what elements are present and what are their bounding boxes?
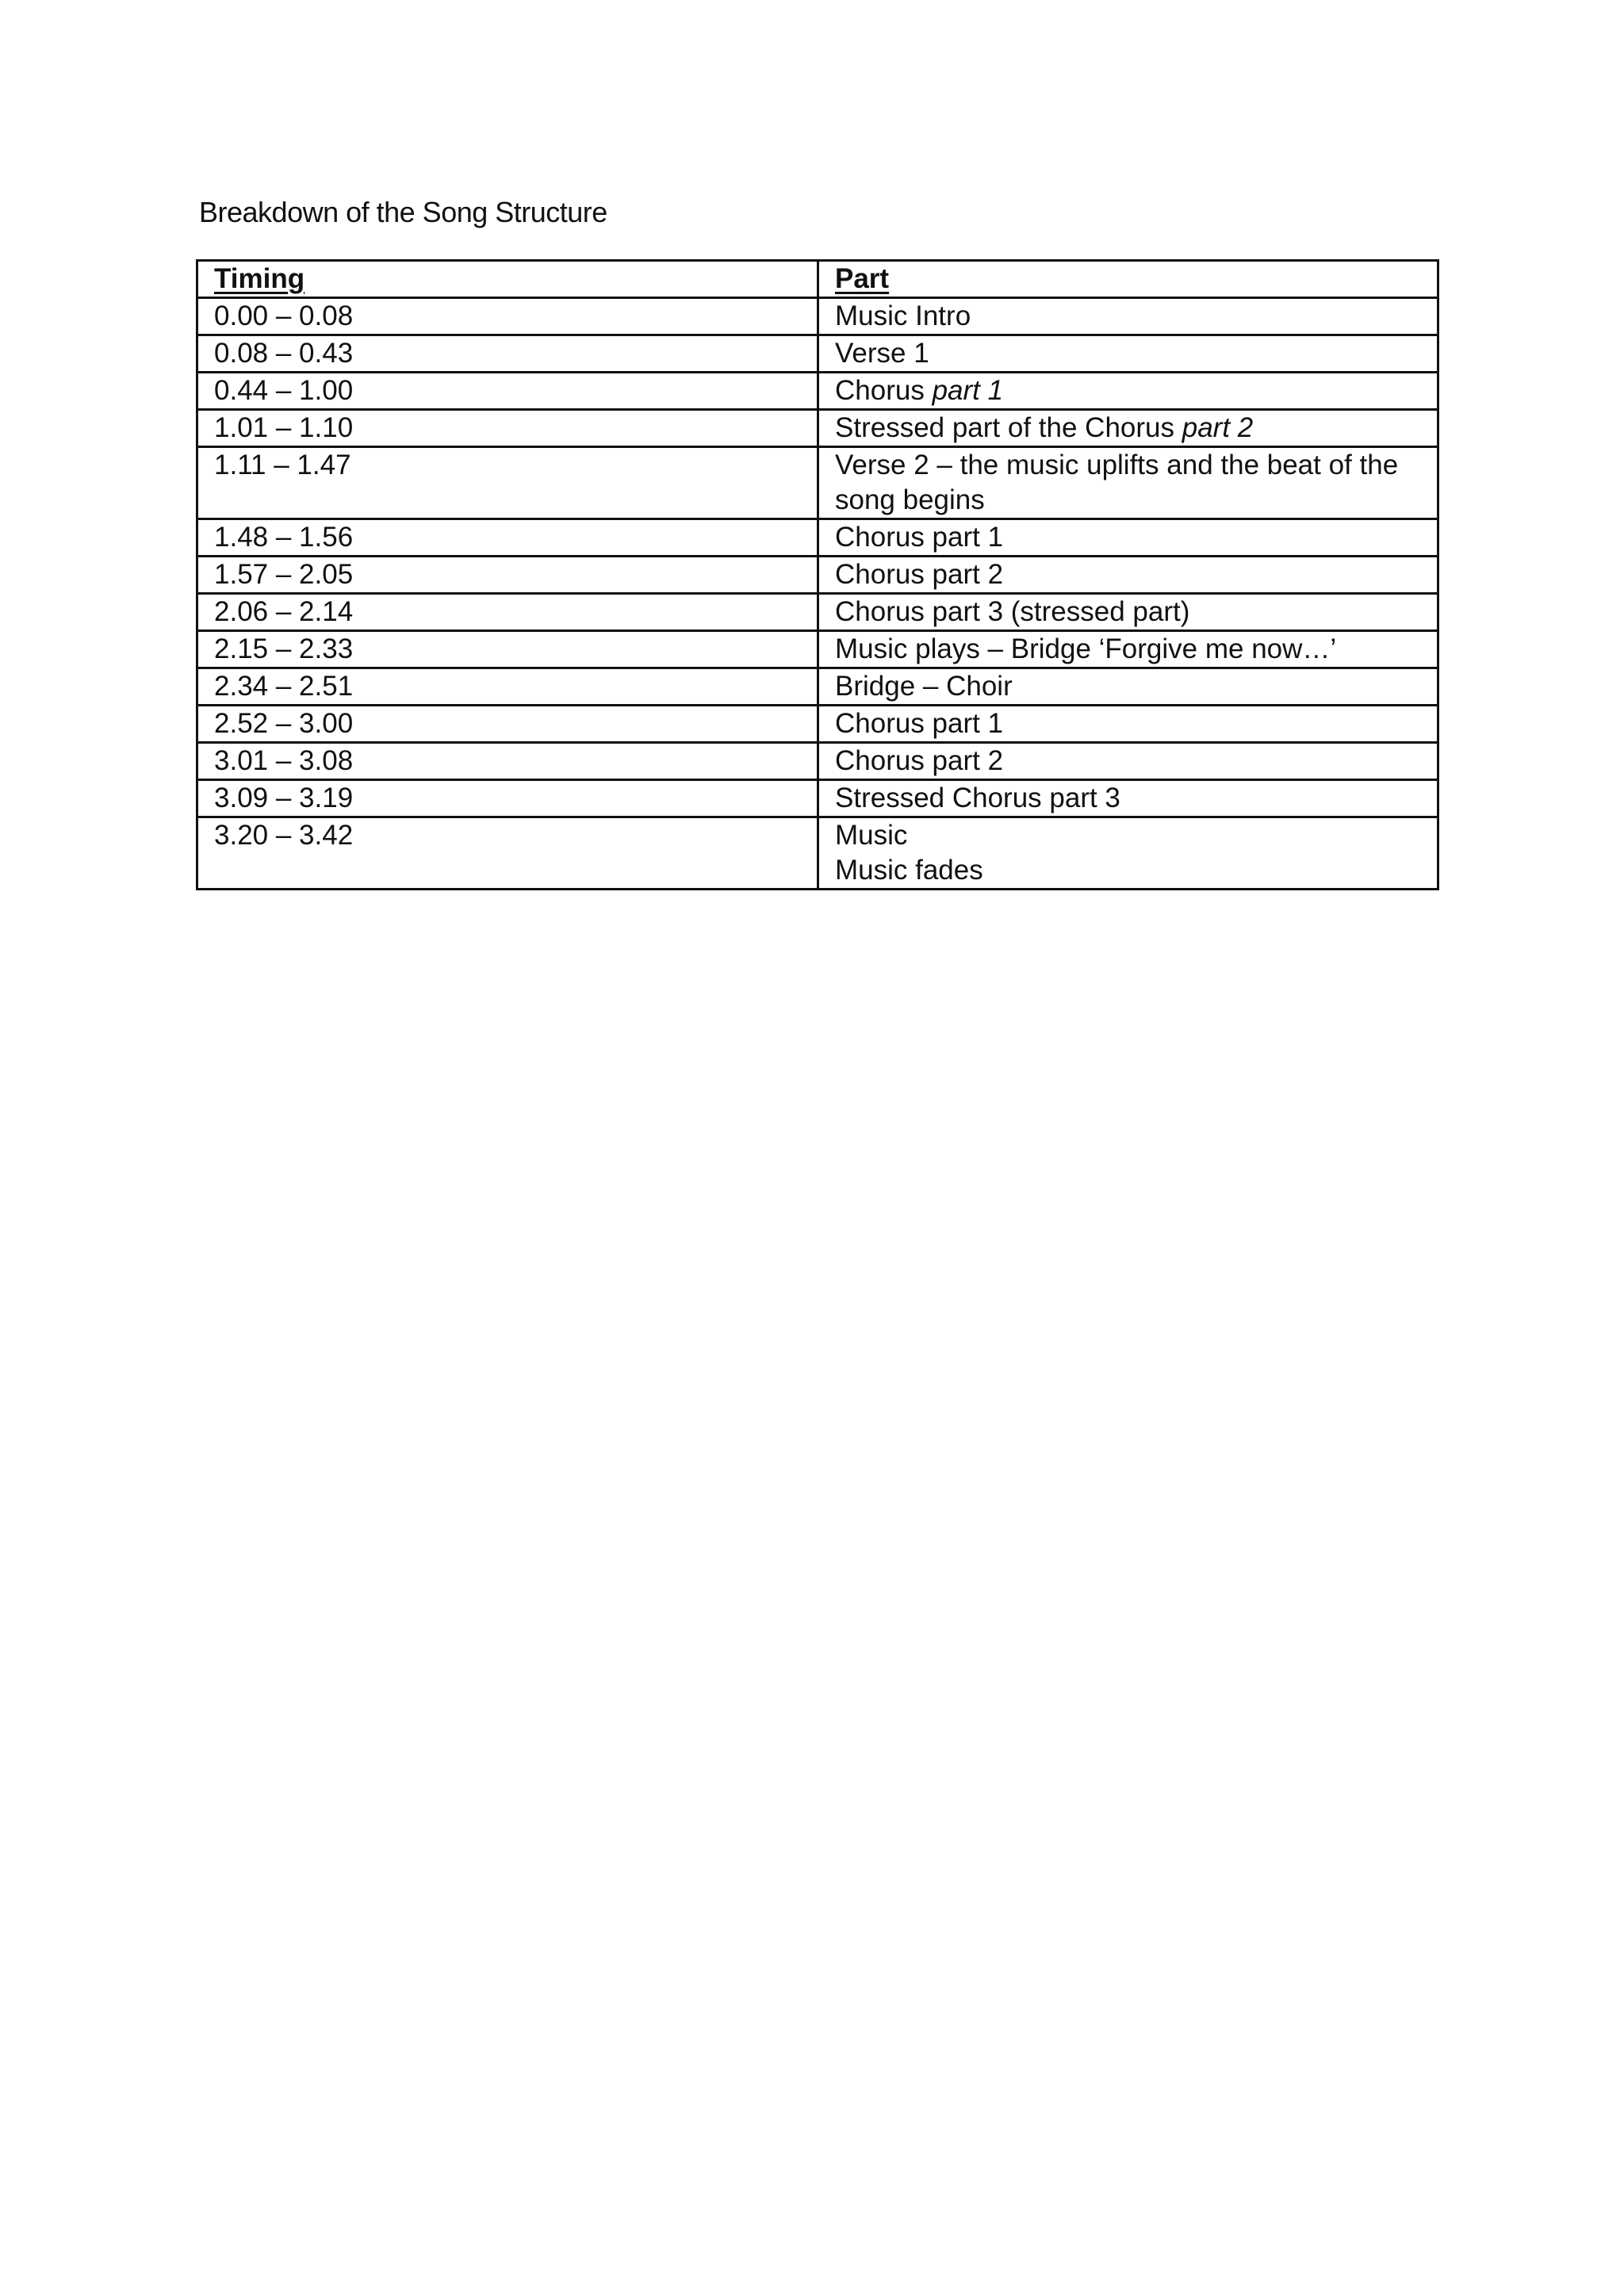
table-row bbox=[197, 298, 1438, 335]
part-cell bbox=[818, 817, 1438, 890]
table-row bbox=[197, 668, 1438, 706]
table-row bbox=[197, 519, 1438, 557]
part-cell bbox=[818, 519, 1438, 557]
timing-cell: 1.01 – 1.10 bbox=[197, 410, 818, 447]
part-cell bbox=[818, 631, 1438, 668]
part-text: Verse 2 – the music uplifts and the beat of the song begins bbox=[835, 450, 1399, 515]
part-cell bbox=[818, 668, 1438, 706]
part-text: Chorus part 1 bbox=[835, 708, 1004, 739]
part-cell bbox=[818, 706, 1438, 743]
part-text: Chorus part 3 (stressed part) bbox=[835, 596, 1190, 627]
part-cell bbox=[818, 298, 1438, 335]
part-text: Music Intro bbox=[835, 300, 971, 331]
part-text: Chorus bbox=[835, 375, 933, 406]
part-cell bbox=[818, 743, 1438, 780]
part-text: Stressed Chorus part 3 bbox=[835, 783, 1120, 813]
timing-cell: 0.44 – 1.00 bbox=[197, 373, 818, 410]
part-text: Chorus part 2 bbox=[835, 745, 1004, 776]
part-cell bbox=[818, 594, 1438, 631]
part-cell bbox=[818, 557, 1438, 594]
part-cell bbox=[818, 410, 1438, 447]
part-text: Verse 1 bbox=[835, 338, 929, 369]
table-row bbox=[197, 594, 1438, 631]
table-body bbox=[197, 298, 1438, 890]
part-text: Chorus part 1 bbox=[835, 522, 1004, 553]
timing-cell: 3.09 – 3.19 bbox=[197, 780, 818, 817]
timing-cell: 3.01 – 3.08 bbox=[197, 743, 818, 780]
timing-cell: 0.08 – 0.43 bbox=[197, 335, 818, 373]
timing-cell: 2.06 – 2.14 bbox=[197, 594, 818, 631]
table-row bbox=[197, 410, 1438, 447]
table-row bbox=[197, 447, 1438, 519]
timing-cell: 1.11 – 1.47 bbox=[197, 447, 818, 519]
page-title: Breakdown of the Song Structure bbox=[199, 196, 607, 228]
table-row bbox=[197, 335, 1438, 373]
part-text: Music Music fades bbox=[835, 820, 983, 886]
timing-cell: 1.48 – 1.56 bbox=[197, 519, 818, 557]
part-text: Bridge – Choir bbox=[835, 671, 1013, 702]
table-row bbox=[197, 743, 1438, 780]
part-text: Chorus part 2 bbox=[835, 559, 1004, 590]
table-row bbox=[197, 631, 1438, 668]
timing-cell: 2.34 – 2.51 bbox=[197, 668, 818, 706]
part-column-header: Part bbox=[818, 261, 1438, 298]
part-italic-text: part 2 bbox=[1182, 412, 1254, 443]
timing-cell: 2.52 – 3.00 bbox=[197, 706, 818, 743]
timing-cell: 2.15 – 2.33 bbox=[197, 631, 818, 668]
table-row bbox=[197, 557, 1438, 594]
timing-cell: 3.20 – 3.42 bbox=[197, 817, 818, 890]
part-cell bbox=[818, 335, 1438, 373]
part-italic-text: part 1 bbox=[932, 375, 1004, 406]
table-header-row bbox=[197, 261, 1438, 298]
table-row bbox=[197, 817, 1438, 890]
part-cell bbox=[818, 373, 1438, 410]
timing-cell: 0.00 – 0.08 bbox=[197, 298, 818, 335]
part-text: Stressed part of the Chorus bbox=[835, 412, 1182, 443]
part-cell bbox=[818, 780, 1438, 817]
table-row bbox=[197, 706, 1438, 743]
table-row bbox=[197, 780, 1438, 817]
part-text: Music plays – Bridge ‘Forgive me now…’ bbox=[835, 633, 1337, 664]
timing-cell: 1.57 – 2.05 bbox=[197, 557, 818, 594]
part-cell bbox=[818, 447, 1438, 519]
table-row bbox=[197, 373, 1438, 410]
timing-column-header: Timing bbox=[197, 261, 818, 298]
song-structure-table bbox=[196, 259, 1439, 890]
